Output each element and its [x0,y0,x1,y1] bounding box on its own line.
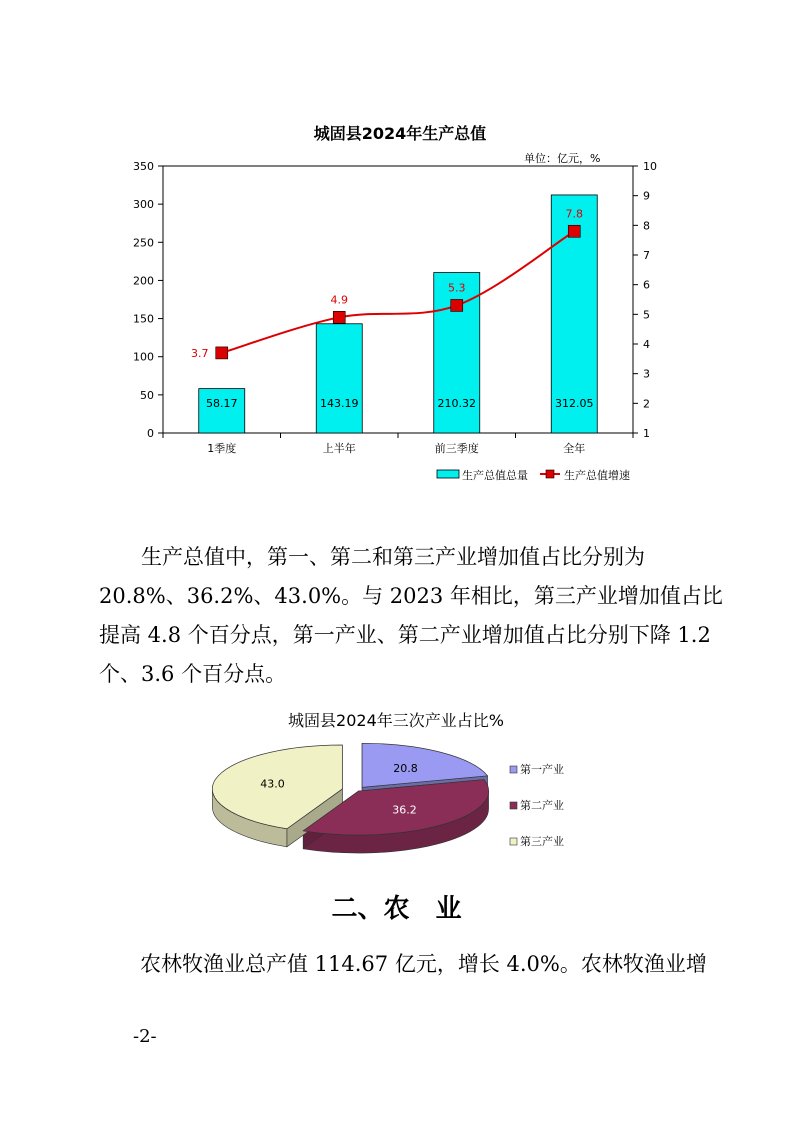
gdp-unit-note: 单位：亿元，% [524,152,601,165]
gdp-chart-title: 城固县2024年生产总值 [313,124,487,143]
left-tick-label: 250 [133,236,154,250]
bar-value-label: 210.32 [437,397,476,410]
x-tick-label: 前三季度 [434,442,479,455]
growth-marker [568,225,580,237]
pie-chart-title: 城固县2024年三次产业占比% [288,711,504,730]
line-series [191,207,583,360]
pie-legend-swatch [510,766,517,773]
growth-marker [216,347,228,359]
x-tick-label: 1季度 [207,442,237,455]
pie-slices [212,743,488,835]
right-tick-label: 4 [643,338,650,351]
legend-swatch-marker [546,470,554,478]
paragraph-agriculture: 农林牧渔业总产值 114.67 亿元，增长 4.0%。农林牧渔业增 [140,952,707,976]
right-tick-label: 10 [643,160,657,173]
page-number: -2- [133,1026,157,1047]
x-tick-label: 全年 [563,442,586,455]
growth-marker [333,311,345,323]
left-tick-label: 100 [133,350,154,364]
pie-legend-label: 第三产业 [520,835,564,848]
left-tick-label: 350 [133,160,154,173]
section-heading: 二、农 业 [331,894,462,924]
industry-share-pie-chart [0,700,793,870]
x-tick-label: 上半年 [322,442,356,455]
paragraph-line: 20.8%、36.2%、43.0%。与 2023 年相比，第三产业增加值占比 [99,584,723,608]
right-tick-label: 3 [643,367,650,381]
bar-value-label: 58.17 [206,397,238,410]
right-tick-label: 8 [643,219,650,233]
pie-legend-swatch [510,802,517,809]
paragraph-line: 个、3.6 个百分点。 [99,662,287,686]
paragraph-line: 提高 4.8 个百分点，第一产业、第二产业增加值占比分别下降 1.2 [99,623,711,647]
growth-marker [451,299,463,311]
pie-value-label: 36.2 [392,803,417,817]
growth-value-label: 4.9 [330,293,348,307]
right-tick-label: 6 [643,278,650,292]
right-tick-label: 1 [643,427,650,440]
bar-value-label: 312.05 [555,397,594,410]
right-axis [633,160,657,440]
bar-value-label: 143.19 [320,397,359,410]
legend-swatch-bar [437,470,459,478]
left-tick-label: 0 [147,427,154,440]
growth-value-label: 5.3 [448,281,466,295]
gdp-bar [199,389,245,433]
pie-legend-label: 第一产业 [520,763,564,776]
pie-legend [510,762,564,848]
right-tick-label: 2 [643,397,650,411]
growth-value-label: 7.8 [565,207,583,221]
pie-legend-swatch [510,838,517,845]
gdp-combo-chart [0,0,793,520]
pie-value-label: 20.8 [393,762,418,776]
left-tick-label: 150 [133,312,154,326]
left-tick-label: 300 [133,198,154,212]
left-tick-label: 50 [140,388,154,402]
paragraph-line: 生产总值中，第一、第二和第三产业增加值占比分别为 [141,545,645,569]
paragraph-industry-share [99,538,723,694]
gdp-legend [437,468,630,482]
right-tick-label: 5 [643,308,650,322]
pie-value-label: 43.0 [260,777,285,791]
x-axis-labels [163,433,633,455]
right-tick-label: 7 [643,249,650,262]
growth-value-label: 3.7 [191,346,209,360]
legend-label-bar: 生产总值总量 [462,469,528,482]
left-tick-label: 200 [133,274,154,288]
gdp-bar [316,324,362,433]
pie-legend-label: 第二产业 [520,799,564,812]
legend-label-line: 生产总值增速 [564,469,630,482]
right-tick-label: 9 [643,189,650,203]
growth-line [222,231,575,353]
left-axis [133,160,163,440]
